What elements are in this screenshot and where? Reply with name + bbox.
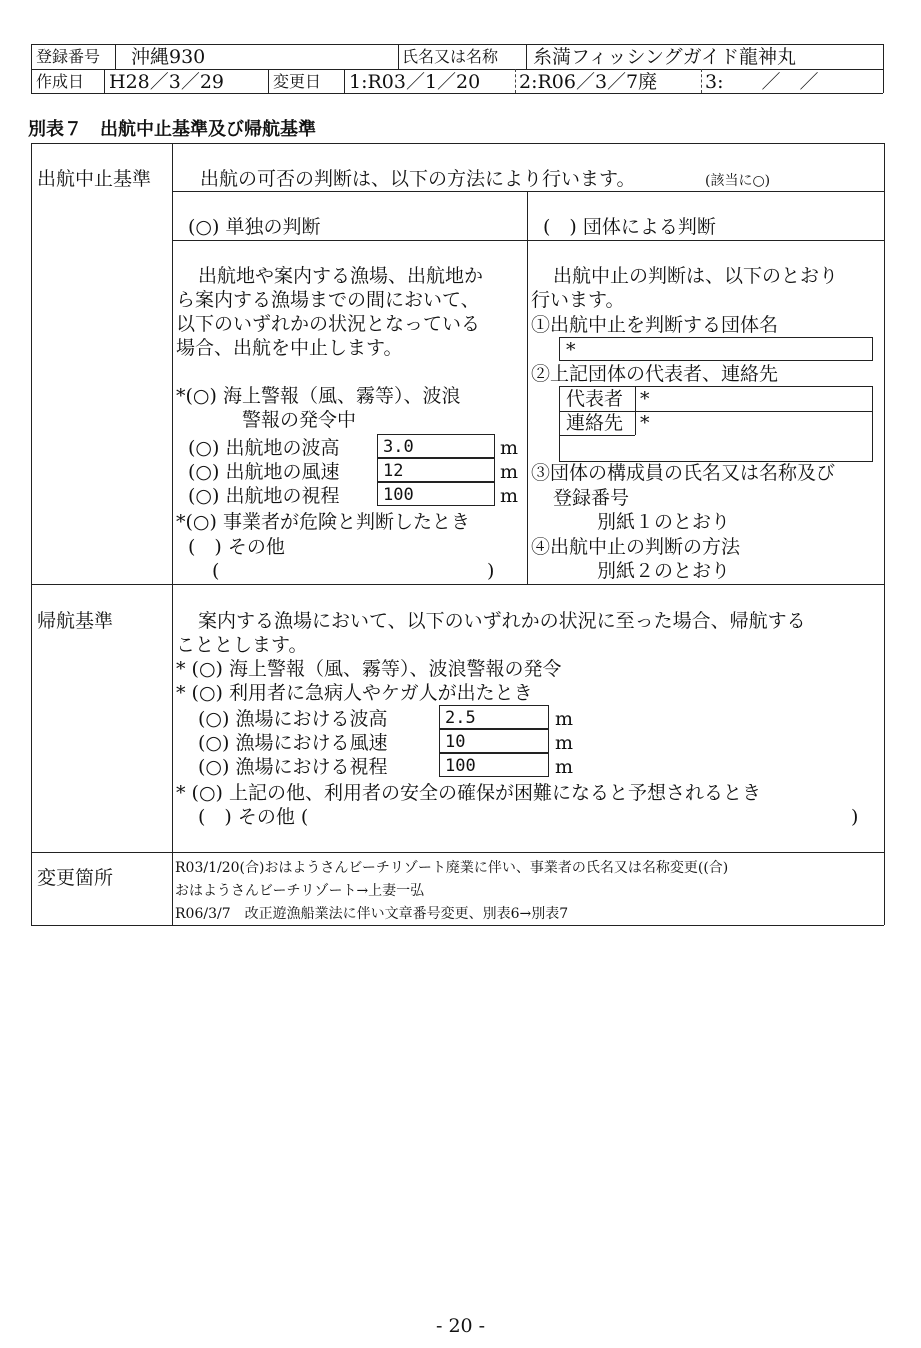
return-label: 帰航基準 xyxy=(37,610,114,632)
departure-wind-label: (○) 出航地の風速 xyxy=(188,461,340,483)
change-note: R06/3/7 改正遊漁船業法に伴い文章番号変更、別表6→別表7 xyxy=(175,906,569,922)
group-item-4: ④出航中止の判断の方法 xyxy=(531,536,741,558)
change-1: 1:R03／1／20 xyxy=(349,71,481,93)
departure-wave-value: 3.0 xyxy=(383,437,414,457)
group-text-line: 出航中止の判断は、以下のとおり xyxy=(553,265,839,287)
fishing-wave-label: (○) 漁場における波高 xyxy=(198,708,388,730)
return-intro-cont: こととします。 xyxy=(176,634,308,656)
suspension-intro: 出航の可否の判断は、以下の方法により行います。 xyxy=(200,168,636,190)
fishing-wind-box xyxy=(439,729,549,753)
return-item: * (○) 上記の他、利用者の安全の確保が困難になると予想されるとき xyxy=(176,782,761,804)
change-note: おはようさんビーチリゾート→上妻一弘 xyxy=(175,883,425,899)
warning-item: *(○) 海上警報（風、霧等）、波浪 xyxy=(176,385,461,407)
representative-label: 代表者 xyxy=(566,388,624,410)
departure-visibility-label: (○) 出航地の視程 xyxy=(188,485,340,507)
return-other-item: ( ) その他 ( xyxy=(198,806,309,828)
changed-label: 変更日 xyxy=(273,72,322,91)
group-text-line: 行います。 xyxy=(531,289,625,311)
return-intro: 案内する漁場において、以下のいずれかの状況に至った場合、帰航する xyxy=(198,610,806,632)
single-text-line: ら案内する漁場までの間において、 xyxy=(176,289,480,311)
unit-m: m xyxy=(500,437,519,459)
change-3: 3: ／ ／ xyxy=(705,71,819,93)
fishing-wind-label: (○) 漁場における風速 xyxy=(198,732,388,754)
other-paren-open: ( xyxy=(212,560,220,582)
departure-wind-value: 12 xyxy=(383,461,404,481)
reg-no-value: 沖縄930 xyxy=(131,46,206,68)
warning-item-cont: 警報の発令中 xyxy=(242,409,357,431)
other-item: ( ) その他 xyxy=(188,536,285,558)
contact-value: * xyxy=(640,412,650,434)
group-judgment-header: ( ) 団体による判断 xyxy=(543,216,716,238)
other-paren-close: ) xyxy=(487,560,495,582)
fishing-wave-box xyxy=(439,705,549,729)
group-item-2: ②上記団体の代表者、連絡先 xyxy=(531,363,779,385)
fishing-wind-value: 10 xyxy=(445,732,466,752)
departure-visibility-box xyxy=(377,482,495,506)
name-label: 氏名又は名称 xyxy=(402,47,499,66)
group-name-box xyxy=(559,337,873,361)
created-label: 作成日 xyxy=(36,72,85,91)
single-text-line: 出航地や案内する漁場、出航地か xyxy=(198,265,484,287)
return-other-close: ) xyxy=(851,806,859,828)
return-item: * (○) 利用者に急病人やケガ人が出たとき xyxy=(176,682,533,704)
reg-no-label: 登録番号 xyxy=(36,47,101,66)
group-item-3: ③団体の構成員の氏名又は名称及び xyxy=(531,462,836,484)
page-title: 別表７ 出航中止基準及び帰航基準 xyxy=(28,119,316,140)
representative-box xyxy=(559,386,873,462)
contact-label: 連絡先 xyxy=(566,412,624,434)
suspension-intro-note: (該当に○) xyxy=(705,173,771,189)
unit-m: m xyxy=(500,485,519,507)
change-note: R03/1/20(合)おはようさんビーチリゾート廃業に伴い、事業者の氏名又は名称変更((合) xyxy=(175,860,729,876)
unit-m: m xyxy=(555,708,574,730)
single-judgment-header: (○) 単独の判断 xyxy=(188,216,321,238)
fishing-visibility-box xyxy=(439,753,549,777)
changes-label: 変更箇所 xyxy=(37,867,114,889)
suspension-label: 出航中止基準 xyxy=(37,168,152,190)
page-number: - 20 - xyxy=(436,1315,486,1337)
departure-visibility-value: 100 xyxy=(383,485,414,505)
change-2: 2:R06／3／7廃 xyxy=(519,71,658,93)
unit-m: m xyxy=(555,732,574,754)
unit-m: m xyxy=(500,461,519,483)
group-item-1: ①出航中止を判断する団体名 xyxy=(531,314,779,336)
single-text-line: 場合、出航を中止します。 xyxy=(176,337,403,359)
group-item-4-ref: 別紙２のとおり xyxy=(597,560,731,582)
fishing-visibility-value: 100 xyxy=(445,756,476,776)
created-value: H28／3／29 xyxy=(109,71,225,93)
fishing-wave-value: 2.5 xyxy=(445,708,476,728)
return-item: * (○) 海上警報（風、霧等）、波浪警報の発令 xyxy=(176,658,562,680)
fishing-visibility-label: (○) 漁場における視程 xyxy=(198,756,388,778)
departure-wave-box xyxy=(377,434,495,458)
representative-value: * xyxy=(640,388,650,410)
group-name-value: * xyxy=(566,339,576,361)
name-value: 糸満フィッシングガイド龍神丸 xyxy=(533,46,797,68)
unit-m: m xyxy=(555,756,574,778)
operator-judgment-item: *(○) 事業者が危険と判断したとき xyxy=(176,511,470,533)
group-item-3-ref: 別紙１のとおり xyxy=(597,511,731,533)
departure-wave-label: (○) 出航地の波高 xyxy=(188,437,340,459)
group-item-3-cont: 登録番号 xyxy=(553,487,630,509)
single-text-line: 以下のいずれかの状況となっている xyxy=(176,313,481,335)
departure-wind-box xyxy=(377,458,495,482)
